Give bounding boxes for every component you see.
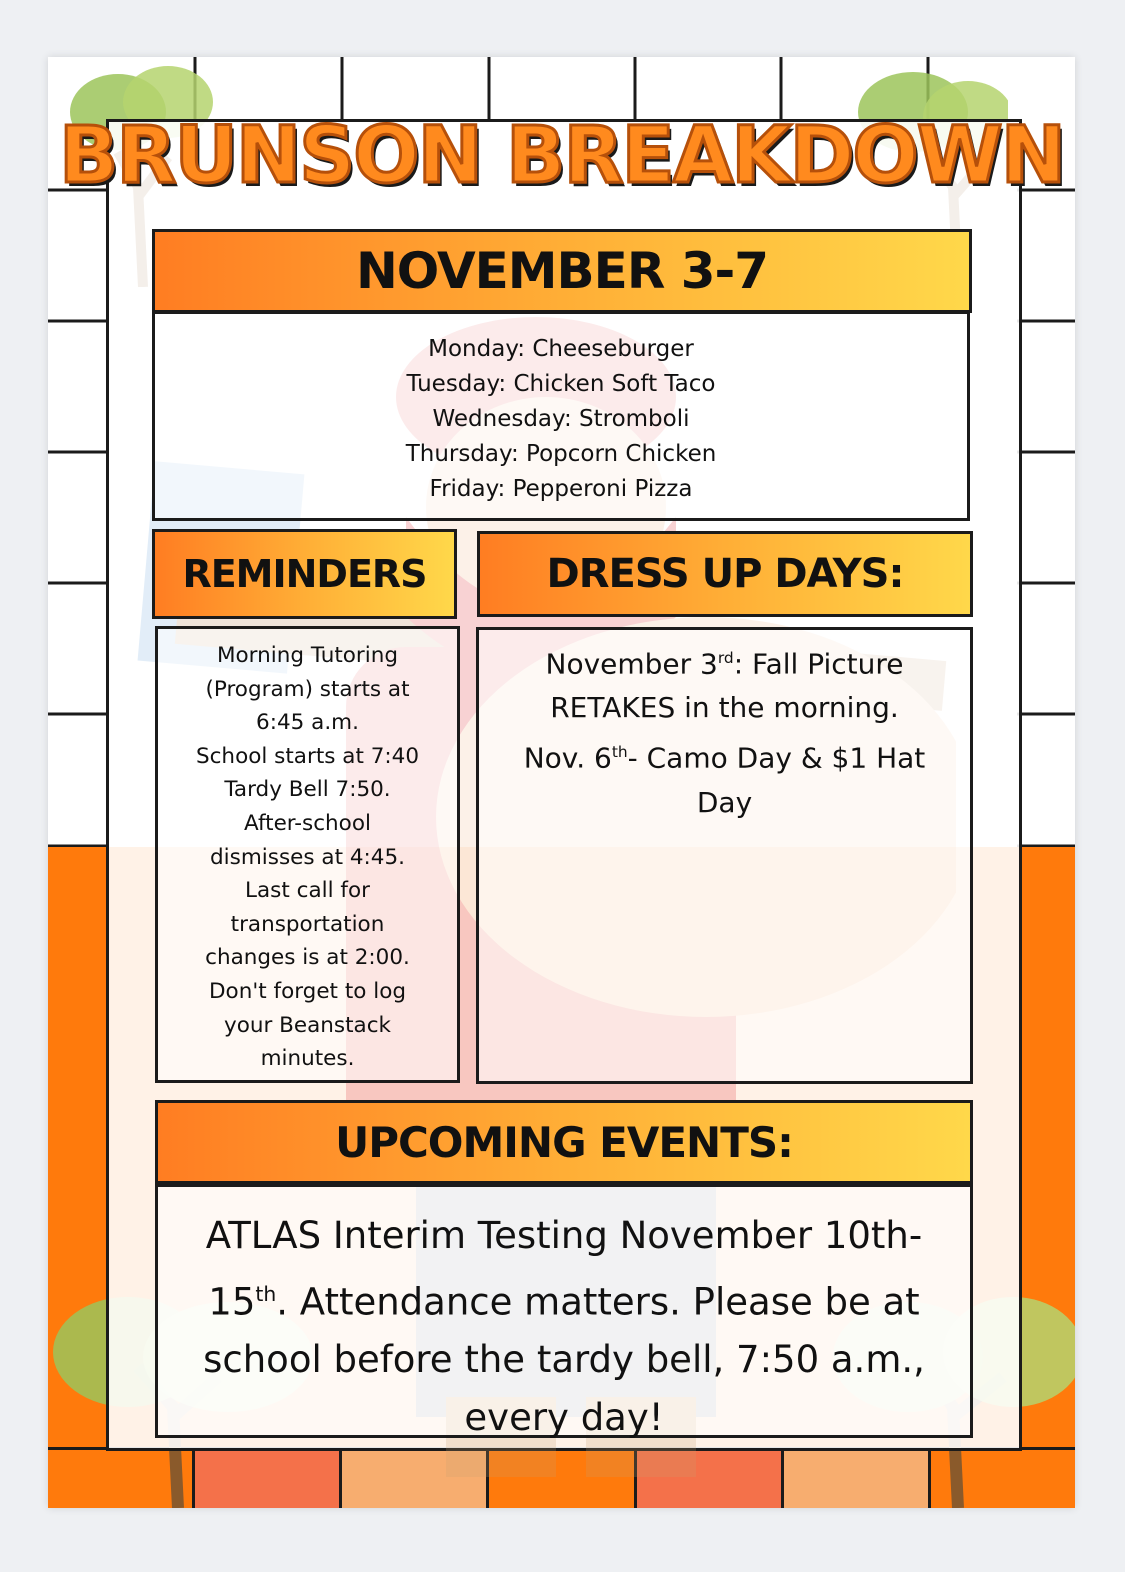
flyer-page [48,57,1075,1508]
reminders-box [155,626,460,1083]
events-header-bar [155,1100,973,1184]
reminders-heading: REMINDERS [182,552,427,596]
dress-up-item-1: November 3rd: Fall Picture [545,647,904,681]
reminder-line: transportation [230,911,385,937]
events-box [155,1184,973,1438]
reminder-line: 6:45 a.m. [256,710,359,736]
reminder-line: your Beanstack [223,1012,392,1038]
reminder-line: Morning Tutoring [216,643,399,668]
reminder-line: School starts at 7:40 [195,743,420,769]
dress-up-heading: DRESS UP DAYS: [546,551,904,597]
reminder-line: changes is at 2:00. [205,945,410,971]
menu-friday: Friday: Pepperoni Pizza [429,476,693,502]
events-heading: UPCOMING EVENTS: [335,1117,793,1167]
reminder-line: dismisses at 4:45. [210,844,405,870]
week-title: NOVEMBER 3-7 [355,242,769,300]
reminder-line: Last call for [245,878,370,904]
menu-thursday: Thursday: Popcorn Chicken [405,441,717,467]
menu-monday: Monday: Cheeseburger [428,336,694,362]
reminder-line: Don't forget to log [208,978,407,1004]
dress-up-item-1-line2: RETAKES in the morning. [550,691,899,725]
reminder-line: After-school [244,810,371,836]
week-header-bar [152,229,972,313]
reminders-header-bar [152,529,457,619]
events-line-3: school before the tardy bell, 7:50 a.m., [203,1338,925,1382]
newsletter-title: BRUNSON BREAKDOWN [58,111,1065,201]
lunch-menu-box [152,311,970,521]
events-line-2: 15th. Attendance matters. Please be at [208,1280,920,1324]
dress-up-box [476,627,973,1084]
dress-up-header-bar [477,531,973,617]
events-line-1: ATLAS Interim Testing November 10th- [205,1214,923,1257]
reminder-line: minutes. [260,1046,355,1072]
events-line-4: every day! [464,1396,664,1440]
dress-up-item-2: Nov. 6th- Camo Day & $1 Hat [523,741,926,775]
menu-tuesday: Tuesday: Chicken Soft Taco [406,371,716,397]
reminder-line: (Program) starts at [205,676,410,702]
menu-wednesday: Wednesday: Stromboli [432,406,690,432]
reminder-line: Tardy Bell 7:50. [224,777,391,803]
dress-up-item-2-line2: Day [696,785,753,819]
